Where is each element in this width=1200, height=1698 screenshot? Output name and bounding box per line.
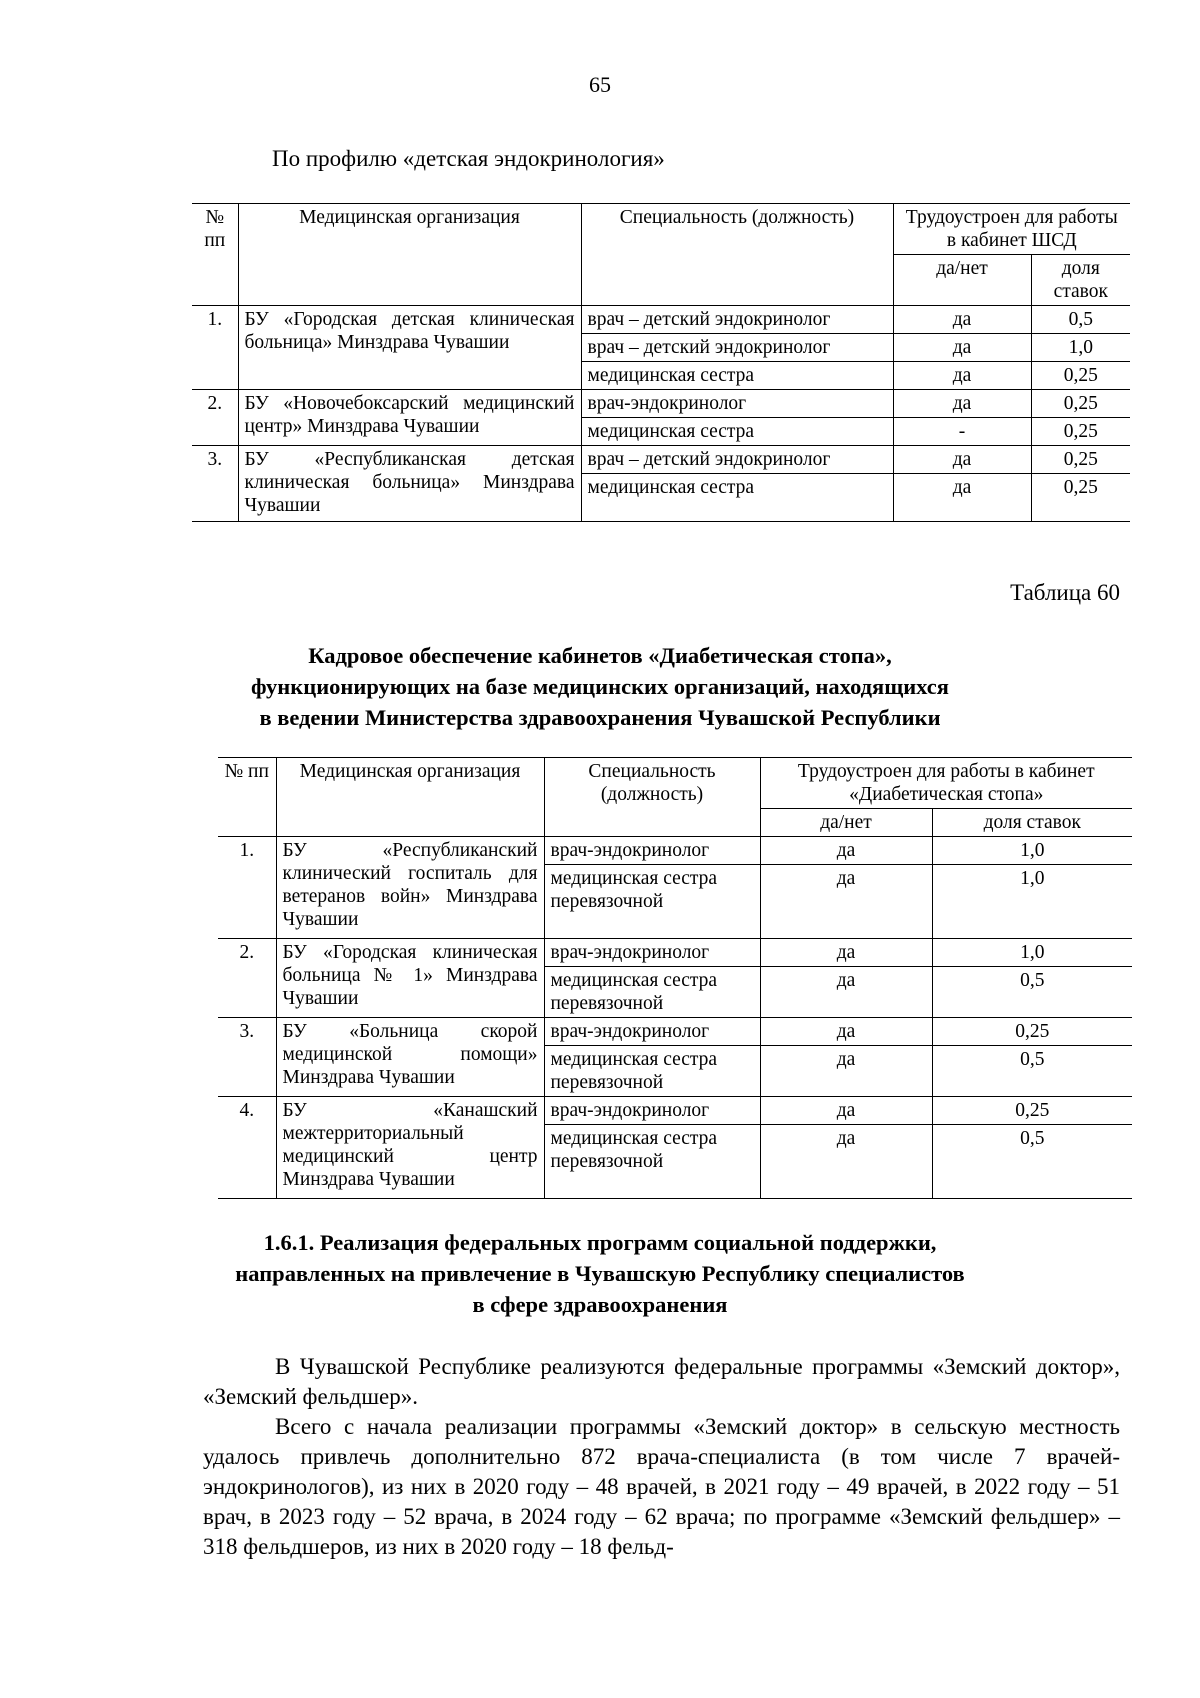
employed-yes-no: да xyxy=(893,334,1031,362)
header-spec: Специальность (должность) xyxy=(544,758,760,837)
org-name: БУ «Республиканский клинический госпиталь для ветеранов войн» Минздрава Чувашии xyxy=(276,837,544,939)
rate-share: 1,0 xyxy=(932,865,1132,939)
rate-share: 1,0 xyxy=(932,837,1132,865)
header-yes-no: да/нет xyxy=(760,809,932,837)
table-title xyxy=(0,640,1200,733)
header-employed: Трудоустроен для работы в кабинет ШСД xyxy=(893,204,1130,255)
table-title-line: в ведении Министерства здравоохранения Чувашской Республики xyxy=(259,705,941,730)
employed-yes-no: да xyxy=(760,1125,932,1199)
table-caption: Таблица 60 xyxy=(1010,580,1120,605)
row-num: 2. xyxy=(218,939,276,1018)
row-num: 2. xyxy=(192,390,238,446)
employed-yes-no: да xyxy=(760,1097,932,1125)
org-name: БУ «Больница скорой медицинской помощи» Минздрава Чувашии xyxy=(276,1018,544,1097)
specialty: врач – детский эндокринолог xyxy=(581,446,893,474)
table-title-line: Кадровое обеспечение кабинетов «Диабетическая стопа», xyxy=(308,643,892,668)
header-org: Медицинская организация xyxy=(276,758,544,837)
employed-yes-no: да xyxy=(760,939,932,967)
rate-share: 0,25 xyxy=(932,1097,1132,1125)
employed-yes-no: да xyxy=(893,390,1031,418)
specialty: врач – детский эндокринолог xyxy=(581,334,893,362)
page-number: 65 xyxy=(589,72,611,97)
rate-share: 0,5 xyxy=(932,1125,1132,1199)
row-num: 4. xyxy=(218,1097,276,1199)
specialty: медицинская сестра перевязочной xyxy=(544,1046,760,1097)
header-num: № пп xyxy=(192,204,238,306)
staff-table-diabetic-foot xyxy=(218,757,1132,1199)
employed-yes-no: да xyxy=(760,967,932,1018)
row-num: 3. xyxy=(218,1018,276,1097)
table-title-line: функционирующих на базе медицинских организаций, находящихся xyxy=(251,674,949,699)
section-title-line: в сфере здравоохранения xyxy=(472,1292,728,1317)
header-org: Медицинская организация xyxy=(238,204,581,306)
rate-share: 0,25 xyxy=(1031,362,1130,390)
specialty: врач-эндокринолог xyxy=(544,1097,760,1125)
rate-share: 0,25 xyxy=(1031,390,1130,418)
table-row xyxy=(192,306,1130,334)
row-num: 3. xyxy=(192,446,238,522)
row-num: 1. xyxy=(218,837,276,939)
employed-yes-no: да xyxy=(893,306,1031,334)
paragraph: В Чувашской Республике реализуются федеральные программы «Земский доктор», «Земский фельдшер». xyxy=(203,1354,1120,1409)
rate-share: 1,0 xyxy=(1031,334,1130,362)
specialty: медицинская сестра xyxy=(581,362,893,390)
table-row xyxy=(192,390,1130,418)
row-num: 1. xyxy=(192,306,238,390)
header-spec: Специальность (должность) xyxy=(581,204,893,306)
employed-yes-no: да xyxy=(760,1046,932,1097)
rate-share: 0,5 xyxy=(932,1046,1132,1097)
section-title-line: 1.6.1. Реализация федеральных программ социальной поддержки, xyxy=(263,1230,937,1255)
specialty: медицинская сестра xyxy=(581,418,893,446)
paragraph: Всего с начала реализации программы «Земский доктор» в сельскую местность удалось привлечь дополнительно 872 врача-специалиста (в том числе 7 врачей-эндокринологов), из них в 2020 году – 48 врачей, в 2021 году – 49 врачей, в 2022 году – 51 врач, в 2023 году – 52 врача, в 2024 году – 62 врача; по программе «Земский фельдшер» – 318 фельдшеров, из них в 2020 году – 18 фельд- xyxy=(203,1414,1120,1559)
section-title xyxy=(0,1227,1200,1320)
specialty: медицинская сестра перевязочной xyxy=(544,1125,760,1199)
rate-share: 1,0 xyxy=(932,939,1132,967)
table-row xyxy=(218,1018,1132,1046)
rate-share: 0,5 xyxy=(932,967,1132,1018)
specialty: врач-эндокринолог xyxy=(544,837,760,865)
rate-share: 0,25 xyxy=(1031,418,1130,446)
header-num: № пп xyxy=(218,758,276,837)
specialty: медицинская сестра перевязочной xyxy=(544,865,760,939)
table-row xyxy=(218,837,1132,865)
rate-share: 0,25 xyxy=(932,1018,1132,1046)
profile-heading: По профилю «детская эндокринология» xyxy=(272,146,665,171)
employed-yes-no: - xyxy=(893,418,1031,446)
specialty: медицинская сестра xyxy=(581,474,893,522)
specialty: врач – детский эндокринолог xyxy=(581,306,893,334)
employed-yes-no: да xyxy=(760,865,932,939)
rate-share: 0,25 xyxy=(1031,474,1130,522)
specialty: врач-эндокринолог xyxy=(581,390,893,418)
body-text xyxy=(203,1352,1120,1562)
header-share: доля ставок xyxy=(1031,255,1130,306)
employed-yes-no: да xyxy=(760,1018,932,1046)
staff-table-pediatric xyxy=(192,203,1130,522)
section-title-line: направленных на привлечение в Чувашскую Республику специалистов xyxy=(235,1261,965,1286)
employed-yes-no: да xyxy=(760,837,932,865)
table-row xyxy=(218,939,1132,967)
header-employed: Трудоустроен для работы в кабинет «Диабетическая стопа» xyxy=(760,758,1132,809)
specialty: врач-эндокринолог xyxy=(544,939,760,967)
table-row xyxy=(192,446,1130,474)
table-row xyxy=(218,1097,1132,1125)
rate-share: 0,5 xyxy=(1031,306,1130,334)
header-share: доля ставок xyxy=(932,809,1132,837)
employed-yes-no: да xyxy=(893,474,1031,522)
org-name: БУ «Канашский межтерриториальный медицинский центр Минздрава Чувашии xyxy=(276,1097,544,1199)
rate-share: 0,25 xyxy=(1031,446,1130,474)
org-name: БУ «Республиканская детская клиническая больница» Минздрава Чувашии xyxy=(238,446,581,522)
employed-yes-no: да xyxy=(893,362,1031,390)
specialty: врач-эндокринолог xyxy=(544,1018,760,1046)
org-name: БУ «Городская детская клиническая больница» Минздрава Чувашии xyxy=(238,306,581,390)
org-name: БУ «Городская клиническая больница № 1» Минздрава Чувашии xyxy=(276,939,544,1018)
org-name: БУ «Новочебоксарский медицинский центр» Минздрава Чувашии xyxy=(238,390,581,446)
specialty: медицинская сестра перевязочной xyxy=(544,967,760,1018)
employed-yes-no: да xyxy=(893,446,1031,474)
header-yes-no: да/нет xyxy=(893,255,1031,306)
